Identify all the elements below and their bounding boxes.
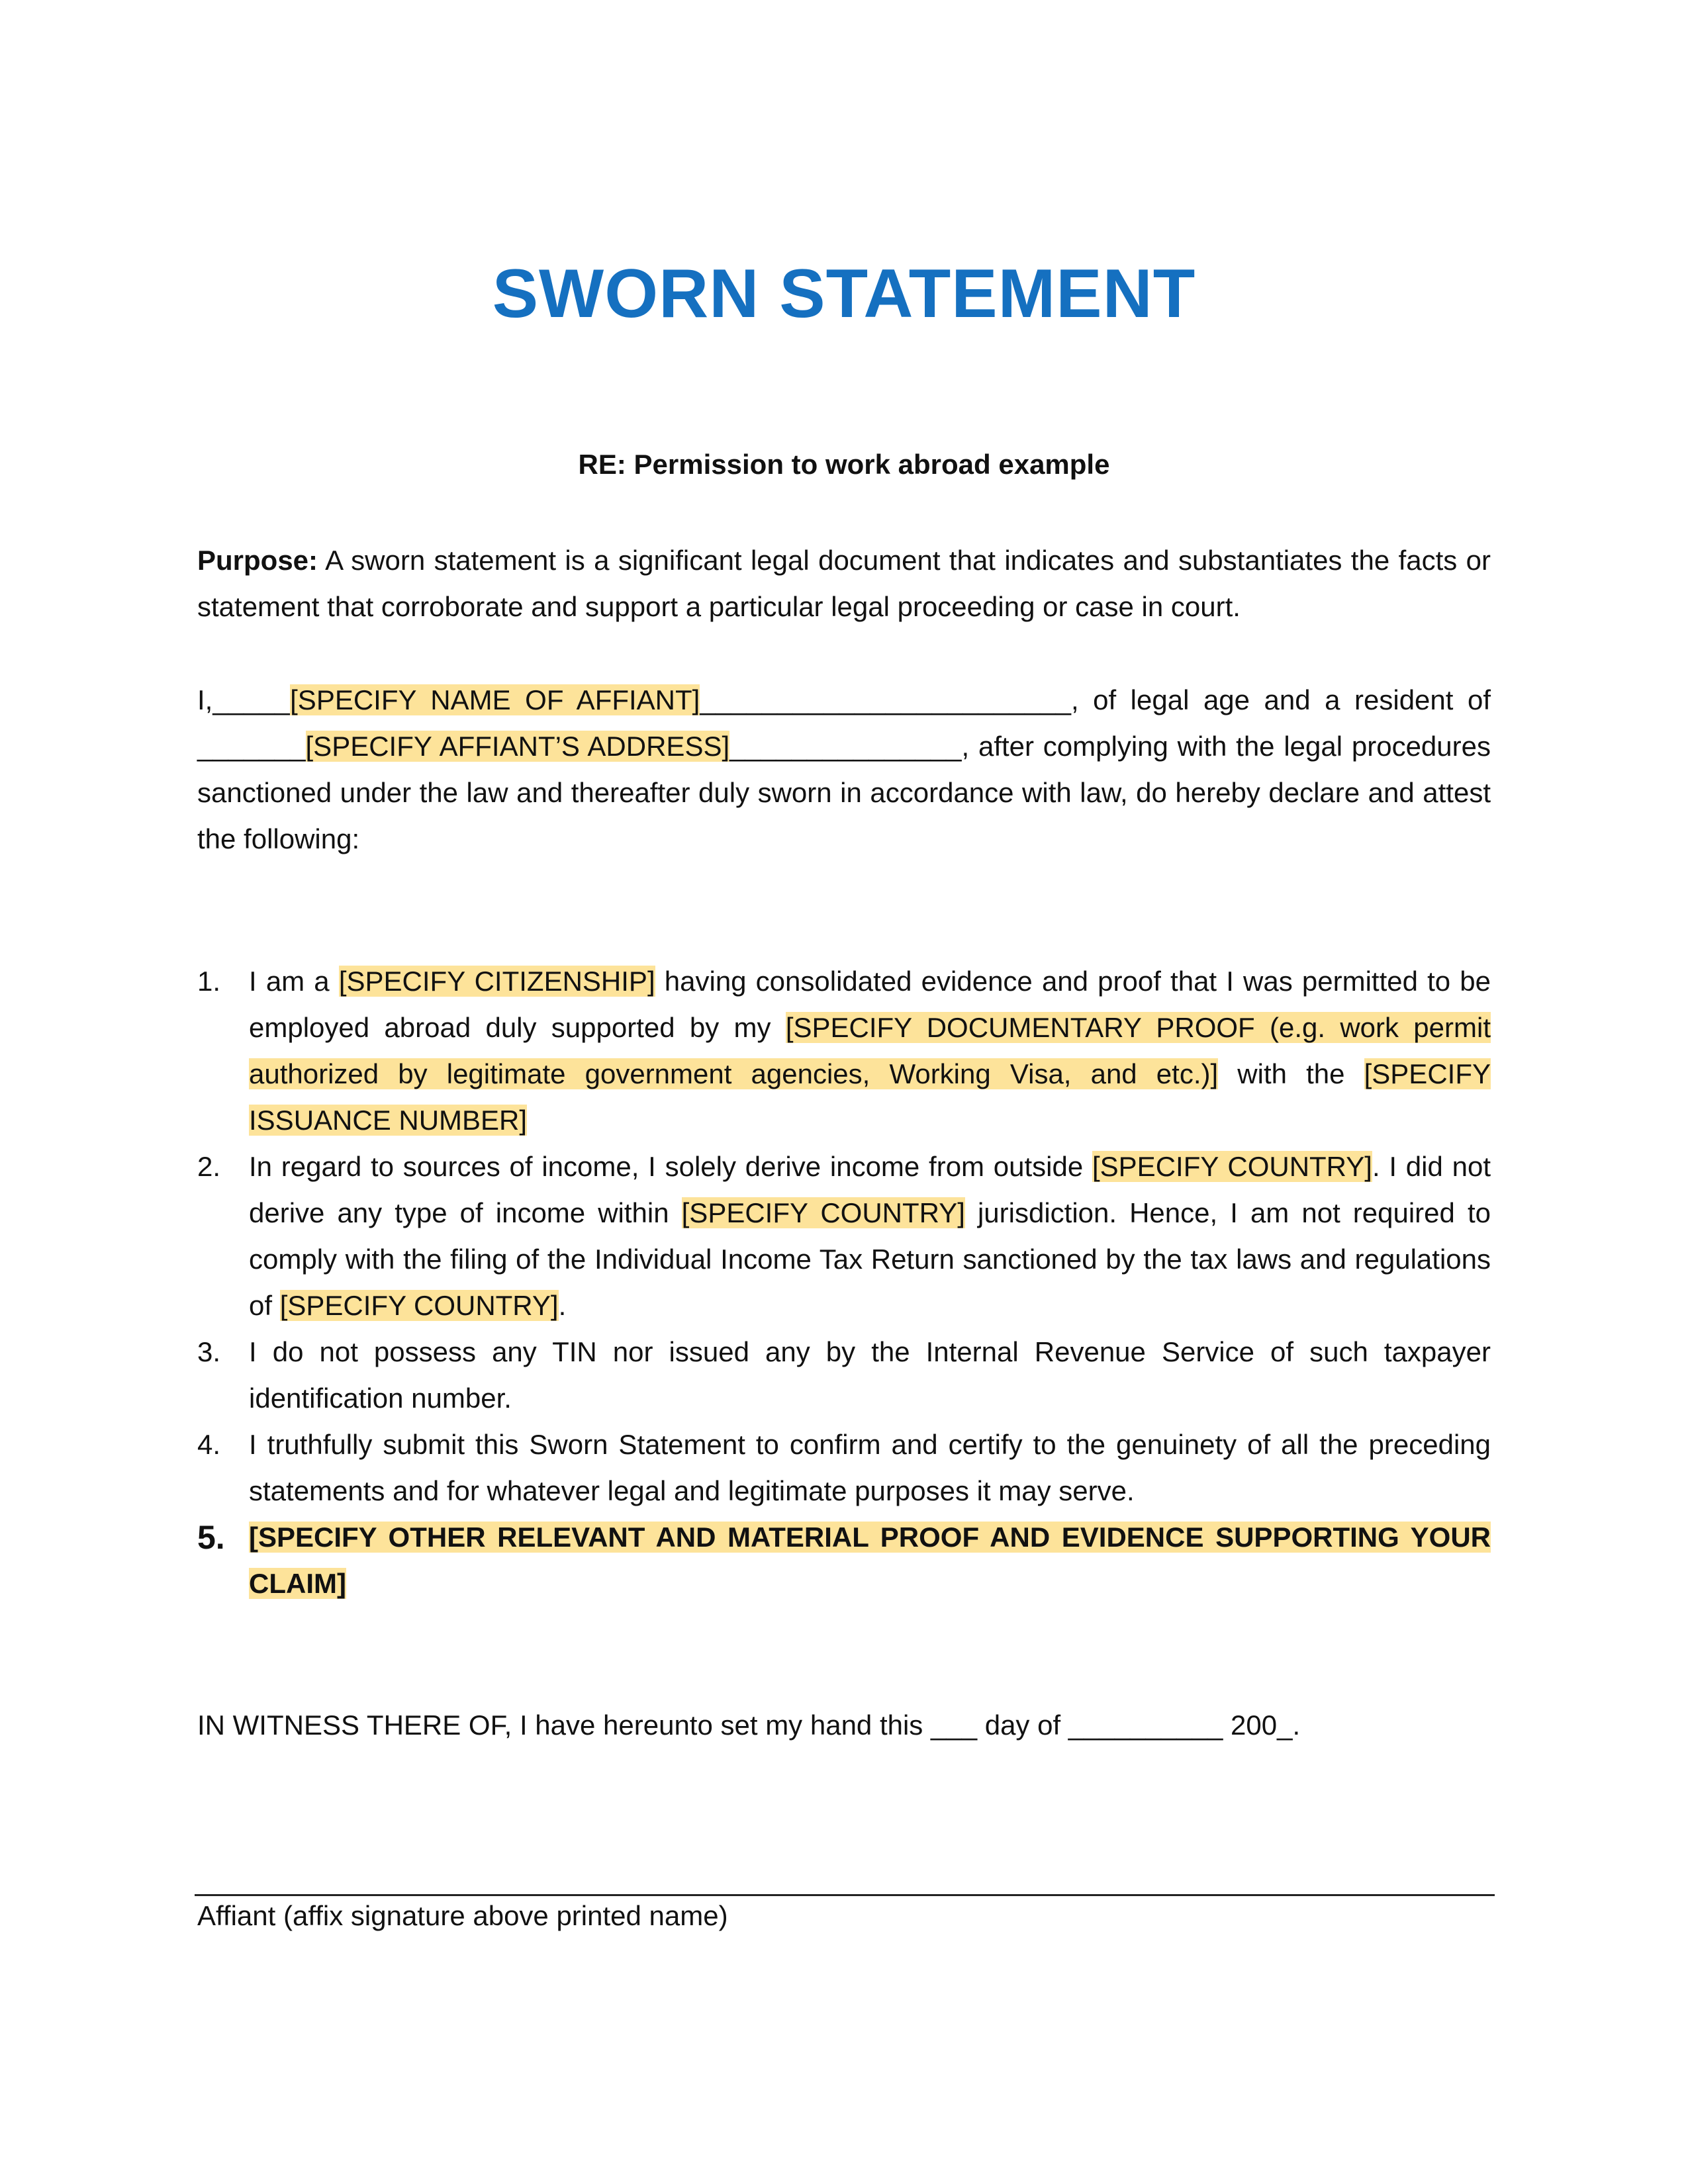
item-number: 3. <box>197 1336 221 1367</box>
list-item <box>197 1144 1491 1329</box>
item-number: 1. <box>197 966 221 997</box>
item-text: jurisdiction. Hence, I am not required to comply with the filing of the Individual Income Tax Return sanctioned by the tax laws and regulations of <box>249 1197 1491 1321</box>
other-proof-placeholder: [SPECIFY OTHER RELEVANT AND MATERIAL PROOF AND EVIDENCE SUPPORTING YOUR CLAIM] <box>249 1522 1491 1599</box>
re-line: RE: Permission to work abroad example <box>578 449 1110 480</box>
citizenship-placeholder: [SPECIFY CITIZENSHIP] <box>338 966 655 997</box>
documentary-proof-placeholder: [SPECIFY DOCUMENTARY PROOF (e.g. work permit authorized by legitimate government agencies, Working Visa, and etc.)] <box>249 1012 1491 1089</box>
item-text: . <box>558 1290 567 1321</box>
item-text: . I did not derive any type of income within <box>249 1151 1491 1228</box>
purpose-label: Purpose: <box>197 545 318 576</box>
intro-mid2: _______________, after complying with the legal procedures sanctioned under the law and thereafter duly sworn in accordance with law, do hereby declare and attest the following: <box>197 731 1491 854</box>
item-number: 4. <box>197 1429 221 1460</box>
item-number: 5. <box>197 1519 225 1556</box>
intro-prefix: I,_____ <box>197 684 291 715</box>
witness-clause: IN WITNESS THERE OF, I have hereunto set my hand this ___ day of __________ 200_. <box>197 1709 1301 1741</box>
item-text: with the <box>1218 1058 1364 1089</box>
item-number: 2. <box>197 1151 221 1182</box>
item-text: I do not possess any TIN nor issued any by the Internal Revenue Service of such taxpayer identification number. <box>249 1336 1491 1414</box>
list-item <box>197 958 1491 1144</box>
item-text: having consolidated evidence and proof that I was permitted to be employed abroad duly supported by my <box>249 966 1491 1043</box>
affiant-address-placeholder: [SPECIFY AFFIANT’S ADDRESS] <box>305 731 730 762</box>
item-text: I am a <box>249 966 339 997</box>
purpose-paragraph <box>197 537 1491 630</box>
country-placeholder: [SPECIFY COUNTRY] <box>1092 1151 1372 1182</box>
document-page <box>197 0 1491 2184</box>
country-placeholder: [SPECIFY COUNTRY] <box>681 1197 965 1228</box>
purpose-text: A sworn statement is a significant legal document that indicates and substantiates the facts or statement that corroborate and support a particular legal proceeding or case in court. <box>197 545 1491 622</box>
list-item <box>197 1514 1491 1607</box>
document-title: SWORN STATEMENT <box>492 255 1196 332</box>
issuance-number-placeholder: [SPECIFY ISSUANCE NUMBER] <box>249 1058 1491 1136</box>
affiant-name-placeholder: [SPECIFY NAME OF AFFIANT] <box>290 684 700 715</box>
list-item <box>197 1422 1491 1514</box>
signature-caption: Affiant (affix signature above printed name) <box>197 1900 728 1931</box>
declaration-list <box>197 958 1491 1607</box>
item-text: I truthfully submit this Sworn Statement to confirm and certify to the genuinety of all the preceding statements and for whatever legal and legitimate purposes it may serve. <box>249 1429 1491 1506</box>
country-placeholder: [SPECIFY COUNTRY] <box>279 1290 559 1321</box>
item-text: In regard to sources of income, I solely derive income from outside <box>249 1151 1092 1182</box>
list-item <box>197 1329 1491 1422</box>
intro-paragraph <box>197 677 1491 862</box>
intro-mid1: ________________________, of legal age and a resident of _______ <box>197 684 1491 762</box>
